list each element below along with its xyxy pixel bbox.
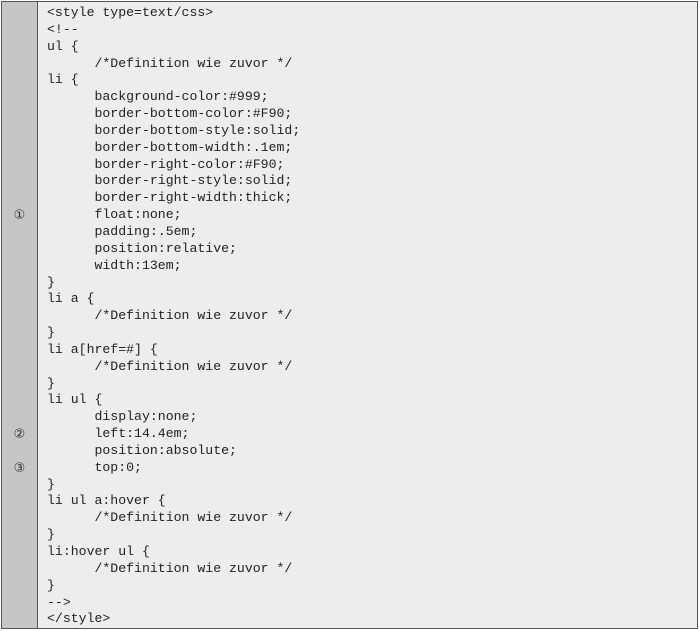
code-line: border-right-color:#F90;: [47, 156, 285, 172]
code-line: }: [47, 325, 55, 341]
code-line: <!--: [47, 21, 79, 37]
code-line: }: [47, 274, 55, 290]
code-line: li ul a:hover {: [47, 493, 166, 509]
code-line: border-right-width:thick;: [47, 190, 293, 206]
code-line: /*Definition wie zuvor */: [47, 308, 293, 324]
code-line: border-bottom-style:solid;: [47, 122, 301, 138]
callout-marker: ③: [13, 460, 26, 476]
code-line: border-bottom-color:#F90;: [47, 106, 293, 122]
code-line: left:14.4em;: [47, 426, 190, 442]
code-line: li:hover ul {: [47, 544, 150, 559]
code-line: border-right-style:solid;: [47, 173, 293, 189]
code-body: [38, 2, 697, 628]
code-line: padding:.5em;: [47, 223, 198, 239]
code-line: /*Definition wie zuvor */: [47, 55, 293, 71]
code-line: </style>: [47, 611, 111, 627]
code-line: li {: [47, 72, 79, 88]
code-line: position:absolute;: [47, 442, 237, 458]
code-line: li ul {: [47, 392, 103, 408]
code-line: /*Definition wie zuvor */: [47, 510, 293, 526]
code-line: }: [47, 375, 55, 391]
callout-marker: ②: [13, 427, 26, 443]
code-line: border-bottom-width:.1em;: [47, 139, 293, 155]
code-line: }: [47, 527, 55, 543]
code-line: float:none;: [47, 207, 182, 223]
code-line: ul {: [47, 38, 79, 54]
code-line: background-color:#999;: [47, 89, 269, 105]
code-line: }: [47, 577, 55, 593]
code-line: li a {: [47, 291, 95, 307]
code-line: display:none;: [47, 409, 198, 425]
code-line: -->: [47, 594, 71, 610]
code-line: top:0;: [47, 459, 142, 475]
callout-marker: ①: [13, 208, 26, 224]
code-line: li a[href=#] {: [47, 341, 158, 357]
code-listing: [1, 1, 698, 629]
marker-gutter: [2, 2, 38, 628]
code-line: /*Definition wie zuvor */: [47, 560, 293, 576]
code-line: }: [47, 476, 55, 492]
code-line: /*Definition wie zuvor */: [47, 358, 293, 374]
code-line: width:13em;: [47, 257, 182, 273]
code-line: <style type=text/css>: [47, 5, 214, 20]
code-line: position:relative;: [47, 240, 237, 256]
